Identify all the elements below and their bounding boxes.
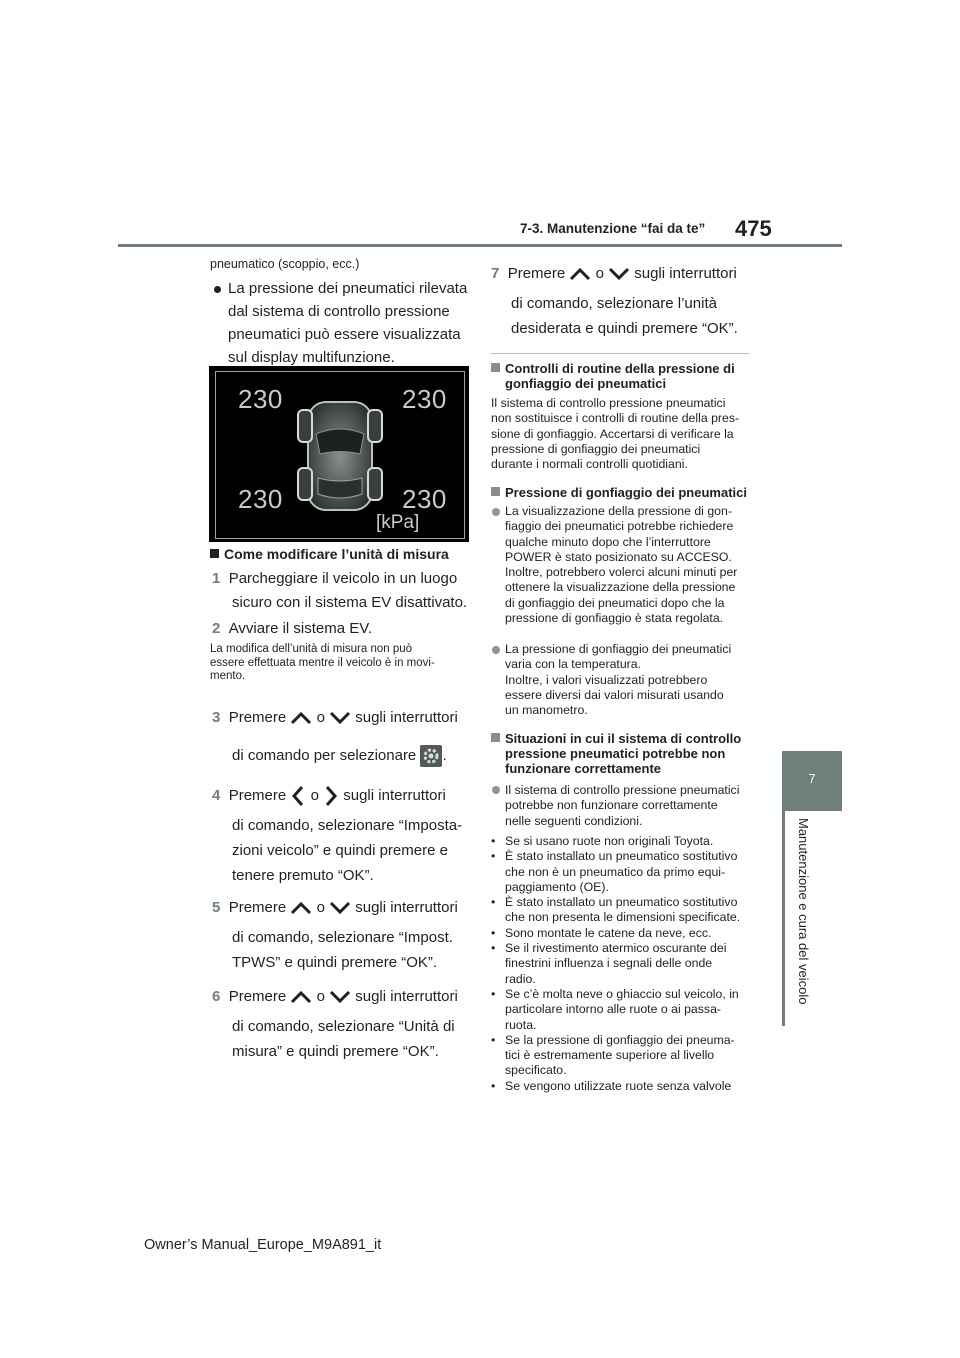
- continuation-text: pneumatico (scoppio, ecc.): [210, 257, 360, 271]
- inflation-note-2: La pressione di gonfiaggio dei pneumatici varia con la temperatura. Inoltre, i valori visualizzati potrebbero essere diversi dai valori misurati usando un manometro.: [505, 642, 732, 718]
- malfunction-list: [491, 834, 761, 1094]
- step-3: 3 Premere o sugli interruttori di comando per selezionare .: [212, 706, 458, 768]
- chapter-tab-rule: [782, 811, 785, 1026]
- bullet-icon: [492, 786, 500, 794]
- section-divider: [491, 353, 749, 354]
- chevron-down-icon: [329, 990, 351, 1004]
- intro-bullet: La pressione dei pneumatici rilevata dal sistema di controllo pressione pneumatici può essere visualizzata sul display multifunzione.: [228, 280, 468, 366]
- inflation-note-1: La visualizzazione della pressione di gon- fiaggio dei pneumatici potrebbe richiedere qualche minuto dopo che l’interruttore POWER è stato posizionato su ACCESO. Inoltre, potrebbero volerci alcuni minuti per ottenere la visualizzazione della pressione di gonfiaggio dei pneumatici dopo che la pressione di gonfiaggio è stata regolata.: [505, 504, 738, 626]
- settings-gear-icon: [420, 745, 442, 767]
- list-item: • È stato installato un pneumatico sostitutivo che non presenta le dimensioni specificate.: [491, 895, 741, 925]
- chevron-left-icon: [290, 785, 306, 807]
- step-6: 6 Premere o sugli interruttori di comando, selezionare “Unità di misura” e quindi premere “OK”.: [212, 988, 458, 1060]
- malfunction-heading: Situazioni in cui il sistema di controllo pressione pneumatici potrebbe non funzionare correttamente: [491, 731, 741, 776]
- malfunction-intro: Il sistema di controllo pressione pneumatici potrebbe non funzionare correttamente nelle seguenti condizioni.: [505, 783, 740, 828]
- procedure-heading: Come modificare l’unità di misura: [210, 546, 449, 562]
- bullet-icon: [492, 646, 500, 654]
- inflation-pressure-heading: Pressione di gonfiaggio dei pneumatici: [491, 485, 747, 500]
- pressure-rear-left: 230: [238, 484, 283, 514]
- pressure-front-right: 230: [402, 384, 447, 414]
- footer-text: Owner’s Manual_Europe_M9A891_it: [144, 1237, 382, 1253]
- list-item: • Se la pressione di gonfiaggio dei pneuma- tici è estremamente superiore al livello specificato.: [491, 1032, 735, 1078]
- list-item: • Se si usano ruote non originali Toyota.: [491, 834, 714, 848]
- page-number: 475: [735, 216, 772, 241]
- list-item: • Se vengono utilizzate ruote senza valvole: [491, 1078, 732, 1093]
- list-item: • Sono montate le catene da neve, ecc.: [491, 925, 712, 940]
- pressure-unit: [kPa]: [376, 512, 420, 533]
- chevron-up-icon: [569, 267, 591, 281]
- chevron-up-icon: [290, 990, 312, 1004]
- tire-pressure-display: [210, 367, 468, 541]
- step-2: 2 Avviare il sistema EV.: [212, 620, 373, 637]
- chevron-right-icon: [323, 785, 339, 807]
- section-title: 7-3. Manutenzione “fai da te”: [520, 221, 706, 236]
- car-top-view-icon: [290, 394, 390, 516]
- chevron-down-icon: [608, 267, 630, 281]
- chevron-up-icon: [290, 711, 312, 725]
- note-text: La modifica dell’unità di misura non può essere effettuata mentre il veicolo è in movi- mento.: [210, 643, 435, 682]
- step-1: 1 Parcheggiare il veicolo in un luogo sicuro con il sistema EV disattivato.: [212, 570, 468, 611]
- bullet-icon: [492, 508, 500, 516]
- pressure-front-left: 230: [238, 384, 283, 414]
- bullet-icon: [214, 286, 221, 293]
- chevron-up-icon: [290, 901, 312, 915]
- chevron-down-icon: [329, 711, 351, 725]
- step-5: 5 Premere o sugli interruttori di comando, selezionare “Impost. TPWS” e quindi premere “OK”.: [212, 899, 458, 971]
- list-item: • È stato installato un pneumatico sostitutivo che non è un pneumatico da primo equi- paggiamento (OE).: [491, 849, 738, 894]
- chapter-number: 7: [808, 771, 816, 786]
- header-rule: [118, 244, 842, 247]
- step-7: 7 Premere o sugli interruttori di comando, selezionare l’unità desiderata e quindi premere “OK”.: [491, 265, 738, 337]
- pressure-rear-right: 230: [402, 484, 447, 514]
- chevron-down-icon: [329, 901, 351, 915]
- routine-check-heading: Controlli di routine della pressione di gonfiaggio dei pneumatici: [491, 361, 735, 391]
- chapter-label: Manutenzione e cura del veicolo: [796, 818, 811, 1005]
- list-item: • Se il rivestimento atermico oscurante dei finestrini influenza i segnali delle onde radio.: [491, 941, 727, 986]
- step-4: 4 Premere o sugli interruttori di comando, selezionare “Imposta- zioni veicolo” e quindi premere e tenere premuto “OK”.: [212, 787, 463, 884]
- list-item: • Se c’è molta neve o ghiaccio sul veicolo, in particolare intorno alle ruote o ai passa- ruota.: [491, 986, 739, 1032]
- routine-check-text: Il sistema di controllo pressione pneumatici non sostituisce i controlli di routine della pres- sione di gonfiaggio. Accertarsi di verificare la pressione di gonfiaggio dei pneumatici durante i normali controlli quotidiani.: [491, 396, 740, 472]
